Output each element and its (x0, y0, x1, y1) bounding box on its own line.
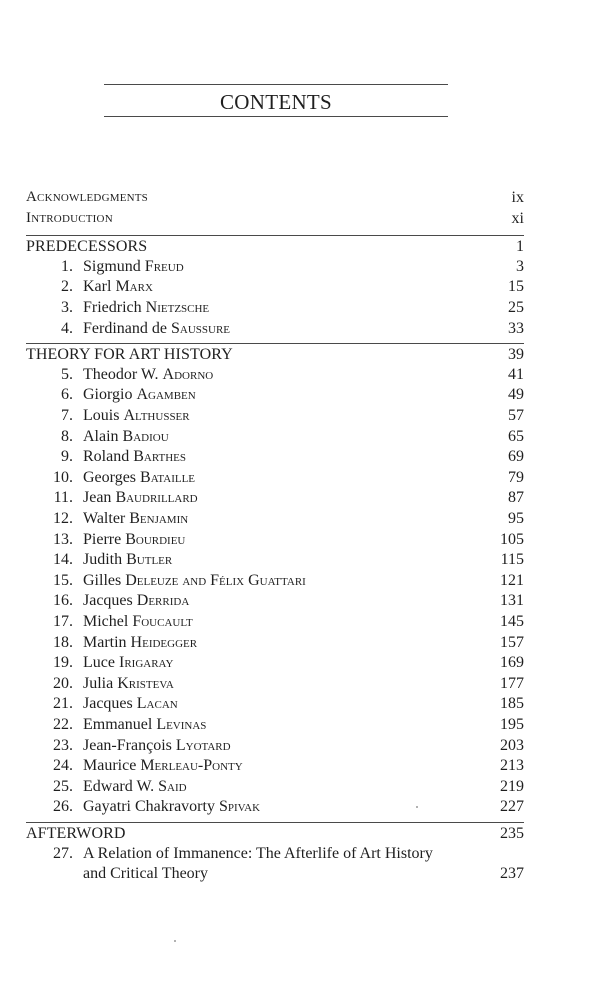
toc-entry (26, 426, 524, 447)
chapter-number: 24. (53, 757, 73, 775)
chapter-name (83, 364, 213, 385)
page-number: 15 (508, 278, 524, 296)
heading-rule-top (104, 84, 448, 85)
toc-entry (26, 318, 524, 339)
page-number: 169 (500, 654, 524, 672)
author-first-name: Theodor W. (83, 365, 159, 383)
chapter-number: 26. (53, 798, 73, 816)
author-first-name: Sigmund (83, 257, 141, 275)
author-first-name: Giorgio (83, 386, 133, 404)
author-last-name: Bataille (140, 468, 196, 486)
chapter-title: A Relation of Immanence: The Afterlife of Art History (83, 844, 433, 862)
author-last-name: Deleuze and Félix Guattari (125, 571, 306, 589)
author-first-name: Karl (83, 278, 112, 296)
heading-rule-bottom (104, 116, 448, 117)
chapter-name (83, 276, 153, 297)
page-number: 105 (500, 530, 524, 548)
author-last-name: Althusser (123, 407, 190, 424)
chapter-number: 1. (61, 257, 73, 275)
page-number: 185 (500, 695, 524, 713)
chapter-title-line (83, 863, 208, 884)
author-first-name: Gilles (83, 571, 122, 589)
toc-entry (26, 529, 524, 550)
chapter-title-line (83, 843, 433, 864)
chapter-number: 16. (53, 592, 73, 610)
author-last-name: Spivak (218, 798, 261, 816)
toc-entry (26, 570, 524, 591)
chapter-number: 20. (53, 674, 73, 692)
chapter-number: 14. (53, 551, 73, 569)
chapter-number: 11. (53, 489, 73, 507)
page-number: 115 (500, 551, 524, 569)
page-number: 219 (500, 777, 524, 795)
chapter-name (83, 590, 189, 611)
author-last-name: Barthes (133, 448, 187, 466)
author-first-name: Luce (83, 654, 115, 672)
page-number: 95 (508, 510, 524, 527)
author-last-name: Lacan (136, 695, 178, 713)
chapter-number: 19. (53, 654, 73, 672)
page-number: 195 (500, 716, 524, 733)
section-title: THEORY FOR ART HISTORY (26, 346, 233, 364)
section-title: AFTERWORD (26, 825, 126, 842)
author-last-name: Agamben (136, 386, 196, 404)
chapter-name (83, 611, 193, 632)
author-last-name: Merleau-Ponty (140, 757, 243, 775)
toc-entry (26, 487, 524, 508)
paper-speck (416, 806, 418, 808)
chapter-number: 17. (53, 613, 73, 630)
author-first-name: Judith (83, 551, 123, 569)
page-number: 3 (516, 257, 524, 275)
toc-entry (26, 693, 524, 714)
toc-entry (26, 297, 524, 318)
chapter-name (83, 318, 230, 339)
chapter-name (83, 467, 195, 488)
toc-entry (26, 796, 524, 817)
author-last-name: Saussure (170, 319, 231, 337)
author-first-name: Gayatri Chakravorty (83, 798, 215, 816)
toc-entry (26, 735, 524, 756)
page-number: 41 (508, 365, 524, 383)
author-last-name: Nietzsche (145, 299, 210, 316)
chapter-number: 18. (53, 633, 73, 651)
chapter-number: 22. (53, 716, 73, 733)
author-last-name: Heidegger (130, 633, 198, 651)
toc-entry (26, 843, 524, 864)
author-last-name: Irigaray (118, 654, 174, 672)
chapter-number: 5. (61, 365, 73, 383)
toc-entry (26, 590, 524, 611)
front-matter-label: Introduction (26, 209, 113, 226)
section-heading (26, 343, 524, 365)
page-number: 131 (500, 592, 524, 610)
author-first-name: Louis (83, 407, 120, 424)
author-first-name: Martin (83, 633, 127, 651)
author-first-name: Jean (83, 489, 112, 507)
toc-entry (26, 276, 524, 297)
author-first-name: Georges (83, 468, 137, 486)
chapter-number: 2. (61, 278, 73, 296)
author-first-name: Maurice (83, 757, 137, 775)
author-last-name: Derrida (136, 592, 190, 610)
chapter-number: 8. (61, 427, 73, 445)
chapter-name (83, 549, 172, 570)
chapter-name (83, 652, 173, 673)
author-last-name: Badiou (122, 427, 169, 445)
author-first-name: Jacques (83, 695, 133, 713)
page-number: 25 (508, 299, 524, 316)
chapter-name (83, 693, 178, 714)
toc-entry (26, 405, 524, 426)
page-number: 235 (500, 825, 524, 842)
chapter-number: 9. (61, 448, 73, 466)
chapter-number: 25. (53, 777, 73, 795)
author-first-name: Emmanuel (83, 716, 153, 733)
chapter-name (83, 487, 198, 508)
author-last-name: Benjamin (129, 510, 189, 527)
toc-entry (26, 776, 524, 797)
author-last-name: Said (158, 777, 187, 795)
chapter-number: 3. (61, 299, 73, 316)
chapter-name (83, 714, 206, 735)
page-number: 237 (500, 865, 524, 883)
toc-entry-continued (26, 863, 524, 884)
author-first-name: Edward W. (83, 777, 155, 795)
chapter-number: 10. (53, 468, 73, 486)
page-number: 33 (508, 319, 524, 337)
contents-heading: CONTENTS (219, 90, 333, 114)
author-last-name: Bourdieu (125, 530, 186, 548)
author-first-name: Michel (83, 613, 129, 630)
page-number: 57 (508, 407, 524, 424)
author-last-name: Kristeva (117, 674, 174, 692)
chapter-name (83, 446, 186, 467)
author-first-name: Friedrich (83, 299, 142, 316)
author-last-name: Foucault (132, 613, 193, 630)
chapter-name (83, 776, 187, 797)
chapter-name (83, 755, 243, 776)
page-number: 69 (508, 448, 524, 466)
page-number: 121 (500, 571, 524, 589)
toc-entry (26, 549, 524, 570)
author-last-name: Freud (144, 257, 184, 275)
page-number: 65 (508, 427, 524, 445)
chapter-number: 13. (53, 530, 73, 548)
chapter-name (83, 673, 174, 694)
chapter-name (83, 632, 197, 653)
author-last-name: Marx (115, 278, 153, 296)
toc-entry (26, 256, 524, 277)
toc-entry (26, 652, 524, 673)
page-number: 203 (500, 736, 524, 754)
page-number: 79 (508, 468, 524, 486)
page-number: 49 (508, 386, 524, 404)
chapter-number: 27. (53, 844, 73, 862)
page-number: 39 (508, 346, 524, 364)
front-matter-item (26, 187, 524, 208)
toc-entry (26, 508, 524, 529)
author-last-name: Levinas (156, 716, 207, 733)
author-first-name: Ferdinand de (83, 319, 167, 337)
author-last-name: Butler (126, 551, 173, 569)
author-last-name: Lyotard (175, 736, 231, 754)
toc-entry (26, 384, 524, 405)
toc-entry (26, 467, 524, 488)
paper-speck (174, 940, 176, 942)
author-first-name: Alain (83, 427, 119, 445)
author-first-name: Walter (83, 510, 126, 527)
front-matter-label: Acknowledgments (26, 189, 148, 205)
toc-entry (26, 446, 524, 467)
author-first-name: Pierre (83, 530, 122, 548)
page-number: xi (511, 209, 524, 227)
section-heading (26, 235, 524, 257)
page-number: 213 (500, 757, 524, 775)
toc-entry (26, 755, 524, 776)
toc-entry (26, 714, 524, 735)
chapter-title-cont: and Critical Theory (83, 865, 208, 883)
toc-entry (26, 611, 524, 632)
author-first-name: Jean-François (83, 736, 172, 754)
chapter-name (83, 384, 196, 405)
page-number: 1 (516, 238, 524, 256)
section-title: PREDECESSORS (26, 238, 148, 256)
chapter-name (83, 426, 169, 447)
toc-entry (26, 364, 524, 385)
chapter-number: 21. (53, 695, 73, 713)
toc-entry (26, 632, 524, 653)
author-first-name: Jacques (83, 592, 133, 610)
chapter-name (83, 405, 190, 426)
chapter-number: 4. (61, 319, 73, 337)
front-matter-item (26, 208, 524, 229)
chapter-name (83, 256, 184, 277)
author-first-name: Roland (83, 448, 130, 466)
chapter-number: 6. (61, 386, 73, 404)
page-number: 87 (508, 489, 524, 507)
chapter-name (83, 297, 209, 318)
section-heading (26, 822, 524, 844)
page-number: ix (511, 189, 524, 206)
page-number: 157 (500, 633, 524, 651)
page-number: 227 (500, 798, 524, 816)
author-first-name: Julia (83, 674, 114, 692)
chapter-number: 23. (53, 736, 73, 754)
author-last-name: Adorno (162, 365, 214, 383)
page-number: 177 (500, 674, 524, 692)
chapter-name (83, 735, 231, 756)
chapter-number: 12. (53, 510, 73, 527)
chapter-number: 7. (61, 407, 73, 424)
chapter-name (83, 570, 306, 591)
author-last-name: Baudrillard (115, 489, 198, 507)
chapter-number: 15. (53, 571, 73, 589)
page-number: 145 (500, 613, 524, 630)
toc-entry (26, 673, 524, 694)
chapter-name (83, 529, 185, 550)
chapter-name (83, 508, 188, 529)
chapter-name (83, 796, 260, 817)
